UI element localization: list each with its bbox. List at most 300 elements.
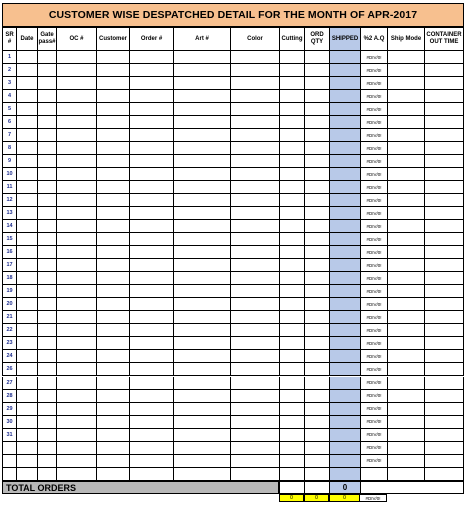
cell-customer <box>96 416 129 429</box>
cell-gate-pass <box>37 51 56 64</box>
cell-color <box>230 77 279 90</box>
cell-container-out-time <box>424 363 464 376</box>
cell-cutting <box>279 429 304 442</box>
cell-container-out-time <box>424 77 464 90</box>
cell-customer <box>96 168 129 181</box>
cell-gate-pass <box>37 298 56 311</box>
total-right-blank <box>360 481 464 494</box>
cell-pct-aq: #DIV/0! <box>360 51 387 64</box>
cell-customer <box>96 324 129 337</box>
cell-date <box>16 194 37 207</box>
cell-ship-mode <box>387 468 424 481</box>
cell-cutting <box>279 90 304 103</box>
cell-art <box>173 142 230 155</box>
cell-date <box>16 246 37 259</box>
cell-pct-aq: #DIV/0! <box>360 103 387 116</box>
cell-color <box>230 455 279 468</box>
cell-order <box>129 155 173 168</box>
cell-shipped <box>329 337 360 350</box>
cell-cutting <box>279 103 304 116</box>
cell-sr: 1 <box>2 51 16 64</box>
cell-oc <box>56 403 96 416</box>
cell-art <box>173 429 230 442</box>
cell-sr: 12 <box>2 194 16 207</box>
cell-ship-mode <box>387 455 424 468</box>
cell-art <box>173 155 230 168</box>
cell-container-out-time <box>424 390 464 403</box>
cell-color <box>230 442 279 455</box>
cell-ord-qty <box>304 311 329 324</box>
cell-cutting <box>279 64 304 77</box>
cell-cutting <box>279 377 304 390</box>
cell-ord-qty <box>304 103 329 116</box>
total-ord-qty-blank <box>279 481 304 494</box>
cell-customer <box>96 442 129 455</box>
cell-shipped <box>329 298 360 311</box>
cell-art <box>173 377 230 390</box>
cell-ord-qty <box>304 207 329 220</box>
cell-ord-qty <box>304 90 329 103</box>
cell-color <box>230 403 279 416</box>
cell-sr: 10 <box>2 168 16 181</box>
cell-ord-qty <box>304 442 329 455</box>
cell-art <box>173 246 230 259</box>
header-cutting: Cutting <box>279 27 304 51</box>
cell-color <box>230 64 279 77</box>
cell-date <box>16 220 37 233</box>
cell-gate-pass <box>37 129 56 142</box>
cell-pct-aq: #DIV/0! <box>360 116 387 129</box>
cell-oc <box>56 337 96 350</box>
cell-oc <box>56 377 96 390</box>
cell-cutting <box>279 350 304 363</box>
cell-order <box>129 194 173 207</box>
cell-pct-aq: #DIV/0! <box>360 259 387 272</box>
header-color: Color <box>230 27 279 51</box>
cell-art <box>173 272 230 285</box>
cell-sr: 23 <box>2 337 16 350</box>
cell-oc <box>56 194 96 207</box>
cell-cutting <box>279 51 304 64</box>
cell-color <box>230 233 279 246</box>
cell-art <box>173 129 230 142</box>
cell-cutting <box>279 77 304 90</box>
cell-gate-pass <box>37 377 56 390</box>
cell-order <box>129 442 173 455</box>
cell-cutting <box>279 324 304 337</box>
cell-art <box>173 350 230 363</box>
cell-date <box>16 259 37 272</box>
cell-gate-pass <box>37 468 56 481</box>
cell-oc <box>56 272 96 285</box>
cell-shipped <box>329 455 360 468</box>
cell-art <box>173 90 230 103</box>
cell-art <box>173 181 230 194</box>
cell-oc <box>56 390 96 403</box>
header-gate-pass: Gate pass# <box>37 27 56 51</box>
cell-customer <box>96 51 129 64</box>
cell-color <box>230 324 279 337</box>
cell-customer <box>96 468 129 481</box>
cell-gate-pass <box>37 403 56 416</box>
cell-gate-pass <box>37 116 56 129</box>
cell-container-out-time <box>424 403 464 416</box>
cell-shipped <box>329 103 360 116</box>
cell-customer <box>96 90 129 103</box>
cell-art <box>173 207 230 220</box>
cell-order <box>129 363 173 376</box>
cell-pct-aq: #DIV/0! <box>360 363 387 376</box>
cell-gate-pass <box>37 455 56 468</box>
cell-container-out-time <box>424 259 464 272</box>
cell-date <box>16 324 37 337</box>
cell-order <box>129 116 173 129</box>
cell-sr: 27 <box>2 377 16 390</box>
ord-qty-sum-cell: 0 <box>304 494 329 502</box>
header-ship-mode: Ship Mode <box>387 27 424 51</box>
cell-pct-aq: #DIV/0! <box>360 181 387 194</box>
cell-cutting <box>279 168 304 181</box>
cell-order <box>129 64 173 77</box>
cell-gate-pass <box>37 181 56 194</box>
cell-ship-mode <box>387 429 424 442</box>
cell-oc <box>56 90 96 103</box>
cell-ord-qty <box>304 233 329 246</box>
cell-ord-qty <box>304 324 329 337</box>
cell-cutting <box>279 337 304 350</box>
cell-customer <box>96 64 129 77</box>
cell-shipped <box>329 129 360 142</box>
cell-container-out-time <box>424 455 464 468</box>
cell-shipped <box>329 77 360 90</box>
cell-cutting <box>279 272 304 285</box>
cell-ship-mode <box>387 363 424 376</box>
cell-oc <box>56 77 96 90</box>
cell-ship-mode <box>387 207 424 220</box>
cell-gate-pass <box>37 103 56 116</box>
cell-sr: 11 <box>2 181 16 194</box>
cell-color <box>230 129 279 142</box>
cell-ord-qty <box>304 246 329 259</box>
cell-oc <box>56 129 96 142</box>
cell-order <box>129 129 173 142</box>
cell-art <box>173 363 230 376</box>
cell-ship-mode <box>387 51 424 64</box>
cell-date <box>16 350 37 363</box>
cell-customer <box>96 337 129 350</box>
cell-pct-aq: #DIV/0! <box>360 246 387 259</box>
cell-pct-aq: #DIV/0! <box>360 455 387 468</box>
cell-ord-qty <box>304 194 329 207</box>
cell-shipped <box>329 377 360 390</box>
cell-sr: 8 <box>2 142 16 155</box>
cell-date <box>16 77 37 90</box>
cell-cutting <box>279 207 304 220</box>
cell-date <box>16 377 37 390</box>
cell-ship-mode <box>387 142 424 155</box>
cell-shipped <box>329 324 360 337</box>
cell-ord-qty <box>304 142 329 155</box>
cell-order <box>129 272 173 285</box>
cell-pct-aq: #DIV/0! <box>360 90 387 103</box>
cell-ship-mode <box>387 77 424 90</box>
cell-art <box>173 51 230 64</box>
cell-cutting <box>279 311 304 324</box>
cell-pct-aq: #DIV/0! <box>360 442 387 455</box>
cell-order <box>129 429 173 442</box>
cell-ship-mode <box>387 155 424 168</box>
cell-container-out-time <box>424 416 464 429</box>
cell-sr: 20 <box>2 298 16 311</box>
cell-container-out-time <box>424 272 464 285</box>
cell-oc <box>56 259 96 272</box>
cell-date <box>16 233 37 246</box>
cell-ord-qty <box>304 220 329 233</box>
cell-ship-mode <box>387 64 424 77</box>
cell-pct-aq: #DIV/0! <box>360 298 387 311</box>
cell-ord-qty <box>304 51 329 64</box>
cell-order <box>129 207 173 220</box>
cell-cutting <box>279 181 304 194</box>
header-ord-qty: ORD QTY <box>304 27 329 51</box>
cell-gate-pass <box>37 220 56 233</box>
cell-container-out-time <box>424 311 464 324</box>
cell-customer <box>96 77 129 90</box>
cell-pct-aq: #DIV/0! <box>360 129 387 142</box>
cell-art <box>173 259 230 272</box>
cell-cutting <box>279 116 304 129</box>
cell-cutting <box>279 142 304 155</box>
cell-customer <box>96 429 129 442</box>
cell-ship-mode <box>387 285 424 298</box>
cell-customer <box>96 246 129 259</box>
cell-date <box>16 51 37 64</box>
cell-pct-aq: #DIV/0! <box>360 416 387 429</box>
total-gap-blank <box>304 481 329 494</box>
cell-color <box>230 337 279 350</box>
cell-pct-aq: #DIV/0! <box>360 142 387 155</box>
cell-shipped <box>329 311 360 324</box>
cell-ship-mode <box>387 168 424 181</box>
cell-shipped <box>329 51 360 64</box>
cell-shipped <box>329 168 360 181</box>
cell-shipped <box>329 350 360 363</box>
cell-ord-qty <box>304 403 329 416</box>
cell-cutting <box>279 455 304 468</box>
cell-shipped <box>329 116 360 129</box>
cell-order <box>129 103 173 116</box>
header-art: Art # <box>173 27 230 51</box>
cell-ship-mode <box>387 442 424 455</box>
cell-pct-aq: #DIV/0! <box>360 390 387 403</box>
cell-color <box>230 298 279 311</box>
cell-gate-pass <box>37 142 56 155</box>
cell-cutting <box>279 403 304 416</box>
cell-order <box>129 377 173 390</box>
cell-ord-qty <box>304 416 329 429</box>
cell-shipped <box>329 220 360 233</box>
cell-order <box>129 416 173 429</box>
cell-date <box>16 442 37 455</box>
cell-shipped <box>329 233 360 246</box>
cell-sr: 30 <box>2 416 16 429</box>
cell-pct-aq: #DIV/0! <box>360 285 387 298</box>
cell-date <box>16 90 37 103</box>
cell-ord-qty <box>304 285 329 298</box>
cell-sr: 17 <box>2 259 16 272</box>
cell-customer <box>96 403 129 416</box>
cell-gate-pass <box>37 429 56 442</box>
cell-oc <box>56 51 96 64</box>
cell-container-out-time <box>424 298 464 311</box>
cell-order <box>129 311 173 324</box>
cell-sr: 22 <box>2 324 16 337</box>
cell-shipped <box>329 194 360 207</box>
cell-oc <box>56 324 96 337</box>
cell-customer <box>96 285 129 298</box>
cell-shipped <box>329 272 360 285</box>
cell-customer <box>96 129 129 142</box>
cell-pct-aq: #DIV/0! <box>360 194 387 207</box>
cell-oc <box>56 285 96 298</box>
cell-cutting <box>279 259 304 272</box>
cell-container-out-time <box>424 142 464 155</box>
cell-date <box>16 207 37 220</box>
cell-ord-qty <box>304 129 329 142</box>
header-date: Date <box>16 27 37 51</box>
cell-art <box>173 337 230 350</box>
cell-ship-mode <box>387 337 424 350</box>
cell-sr: 16 <box>2 246 16 259</box>
cell-date <box>16 181 37 194</box>
cell-customer <box>96 142 129 155</box>
cell-ship-mode <box>387 350 424 363</box>
cell-color <box>230 468 279 481</box>
cell-oc <box>56 181 96 194</box>
cell-sr: 3 <box>2 77 16 90</box>
cell-customer <box>96 233 129 246</box>
cell-art <box>173 64 230 77</box>
cell-pct-aq: #DIV/0! <box>360 77 387 90</box>
cell-cutting <box>279 194 304 207</box>
cell-shipped <box>329 207 360 220</box>
cell-oc <box>56 155 96 168</box>
cell-cutting <box>279 246 304 259</box>
cell-shipped <box>329 259 360 272</box>
cell-gate-pass <box>37 194 56 207</box>
cell-order <box>129 90 173 103</box>
cell-sr: 5 <box>2 103 16 116</box>
cell-art <box>173 390 230 403</box>
cell-art <box>173 168 230 181</box>
cell-color <box>230 429 279 442</box>
cell-order <box>129 403 173 416</box>
cell-shipped <box>329 90 360 103</box>
header-customer: Customer <box>96 27 129 51</box>
cell-gate-pass <box>37 285 56 298</box>
cell-ord-qty <box>304 116 329 129</box>
cell-art <box>173 324 230 337</box>
sheet-title: CUSTOMER WISE DESPATCHED DETAIL FOR THE MONTH OF APR-2017 <box>2 3 464 27</box>
cell-order <box>129 77 173 90</box>
cell-ship-mode <box>387 403 424 416</box>
cell-oc <box>56 442 96 455</box>
cell-ord-qty <box>304 363 329 376</box>
cell-color <box>230 363 279 376</box>
cell-ship-mode <box>387 90 424 103</box>
cell-art <box>173 468 230 481</box>
cell-shipped <box>329 403 360 416</box>
cell-date <box>16 285 37 298</box>
cell-container-out-time <box>424 324 464 337</box>
cell-ord-qty <box>304 377 329 390</box>
cell-shipped <box>329 468 360 481</box>
cell-order <box>129 220 173 233</box>
cell-shipped <box>329 285 360 298</box>
cell-sr: 21 <box>2 311 16 324</box>
cell-color <box>230 194 279 207</box>
cell-oc <box>56 416 96 429</box>
cell-customer <box>96 311 129 324</box>
cell-pct-aq: #DIV/0! <box>360 350 387 363</box>
cell-ship-mode <box>387 416 424 429</box>
cell-customer <box>96 181 129 194</box>
cell-art <box>173 298 230 311</box>
cell-container-out-time <box>424 442 464 455</box>
cell-sr: 24 <box>2 350 16 363</box>
cell-shipped <box>329 363 360 376</box>
cell-ord-qty <box>304 181 329 194</box>
cell-order <box>129 298 173 311</box>
cell-date <box>16 416 37 429</box>
header-shipped: SHIPPED <box>329 27 360 51</box>
cell-date <box>16 403 37 416</box>
cell-order <box>129 337 173 350</box>
cell-container-out-time <box>424 64 464 77</box>
cell-ord-qty <box>304 429 329 442</box>
cell-container-out-time <box>424 168 464 181</box>
cell-oc <box>56 350 96 363</box>
cell-customer <box>96 155 129 168</box>
cell-oc <box>56 142 96 155</box>
cell-date <box>16 168 37 181</box>
cell-color <box>230 116 279 129</box>
cell-pct-aq: #DIV/0! <box>360 168 387 181</box>
cell-art <box>173 285 230 298</box>
header-pct-aq: %2 A.Q <box>360 27 387 51</box>
cell-container-out-time <box>424 468 464 481</box>
cell-gate-pass <box>37 77 56 90</box>
cell-sr <box>2 468 16 481</box>
cell-pct-aq: #DIV/0! <box>360 324 387 337</box>
cell-cutting <box>279 390 304 403</box>
cell-sr: 15 <box>2 233 16 246</box>
cell-ship-mode <box>387 390 424 403</box>
cell-date <box>16 337 37 350</box>
cell-cutting <box>279 129 304 142</box>
cell-order <box>129 324 173 337</box>
cell-sr: 14 <box>2 220 16 233</box>
cell-container-out-time <box>424 181 464 194</box>
cell-customer <box>96 377 129 390</box>
cell-shipped <box>329 442 360 455</box>
cell-customer <box>96 103 129 116</box>
cell-container-out-time <box>424 90 464 103</box>
cell-art <box>173 103 230 116</box>
cell-ship-mode <box>387 246 424 259</box>
cell-art <box>173 311 230 324</box>
cell-gate-pass <box>37 259 56 272</box>
